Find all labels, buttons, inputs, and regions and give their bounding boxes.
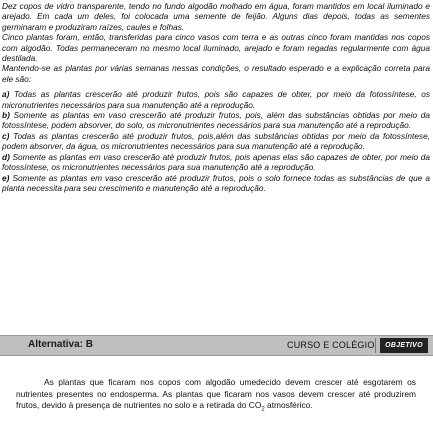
logo-text: OBJETIVO [385,342,423,349]
option-text: Somente as plantas em vaso crescerão até produzir frutos, pois, além das substâncias obtidas por meio da fotossíntese, podem absorver, do solo, os micronutrientes necessários para sua manutenção até a reprodução. [2,110,431,131]
option-text: Somente as plantas em vaso crescerão até produzir frutos, pois apenas elas são capazes de obter, por meio da fotossíntese, os micronutrientes necessários para sua manutenção até a reprodução. [2,151,430,173]
answer-label-text: Alternativa: [28,339,86,350]
resolution-block [16,377,416,416]
option-letter: b) [2,110,10,121]
option-text: Todas as plantas crescerão até produzir frutos, pois são capazes de obter, por meio da fotossíntese, os micronutrientes necessários para sua manutenção até a reprodução. [2,89,430,110]
brand-divider [375,338,376,353]
resolution-text: As plantas que ficaram nos copos com algodão umedecido devem crescer até esgotarem os nutrientes presentes no endosperma. As plantas que ficaram nos vasos devem crescer até produzirem frutos, devido à presença de nutrientes no solo e a retirada do CO [16,377,416,411]
question-paragraph: Mantendo-se as plantas por várias semanas nessas condições, o resultado esperado e a explicação correta para ele são: [2,63,430,84]
option-d [2,152,430,173]
resolution-text-end: atmosférico. [264,400,313,411]
option-letter: e) [2,172,10,183]
question-block [2,1,430,193]
option-b [2,110,430,131]
resolution-paragraph [16,377,416,416]
option-letter: c) [2,130,10,141]
answer-label [28,339,93,350]
option-letter: a) [2,89,10,100]
option-a [2,89,430,110]
brand-text: CURSO E COLÉGIO [287,340,375,350]
option-text: Somente as plantas em vaso crescerão até produzir frutos, pois o solo fornece todas as substâncias de que a planta necessita para seu crescimento e manutenção até a reprodução. [2,172,430,193]
option-c [2,131,430,152]
option-text: Todas as plantas crescerão até produzir frutos, pois,além das substâncias obtidas por meio da fotossíntese, podem absorver, da água, os micronutrientes necessários para sua manutenção até a reprodução. [2,130,431,152]
answer-bar [0,335,433,356]
options-list [2,89,430,193]
option-e [2,173,430,194]
answer-value: B [85,339,94,350]
co2-subscript: 2 [261,406,265,413]
question-paragraph: Dez copos de vidro transparente, tendo no fundo algodão molhado em água, foram mantidos em local iluminado e arejado. Em cada um deles, foi colocada uma semente de feijão. Alguns dias depois, todas as sementes germinaram e produziram raízes, caules e folhas. [2,1,430,32]
option-letter: d) [2,151,10,162]
question-paragraph: Cinco plantas foram, então, transferidas para cinco vasos com terra e as outras cinco foram mantidas nos copos com algodão. Todas permaneceram no mesmo local iluminado, arejado e foram regadas regularmente com água destilada. [2,32,430,64]
brand-logo [380,338,428,353]
